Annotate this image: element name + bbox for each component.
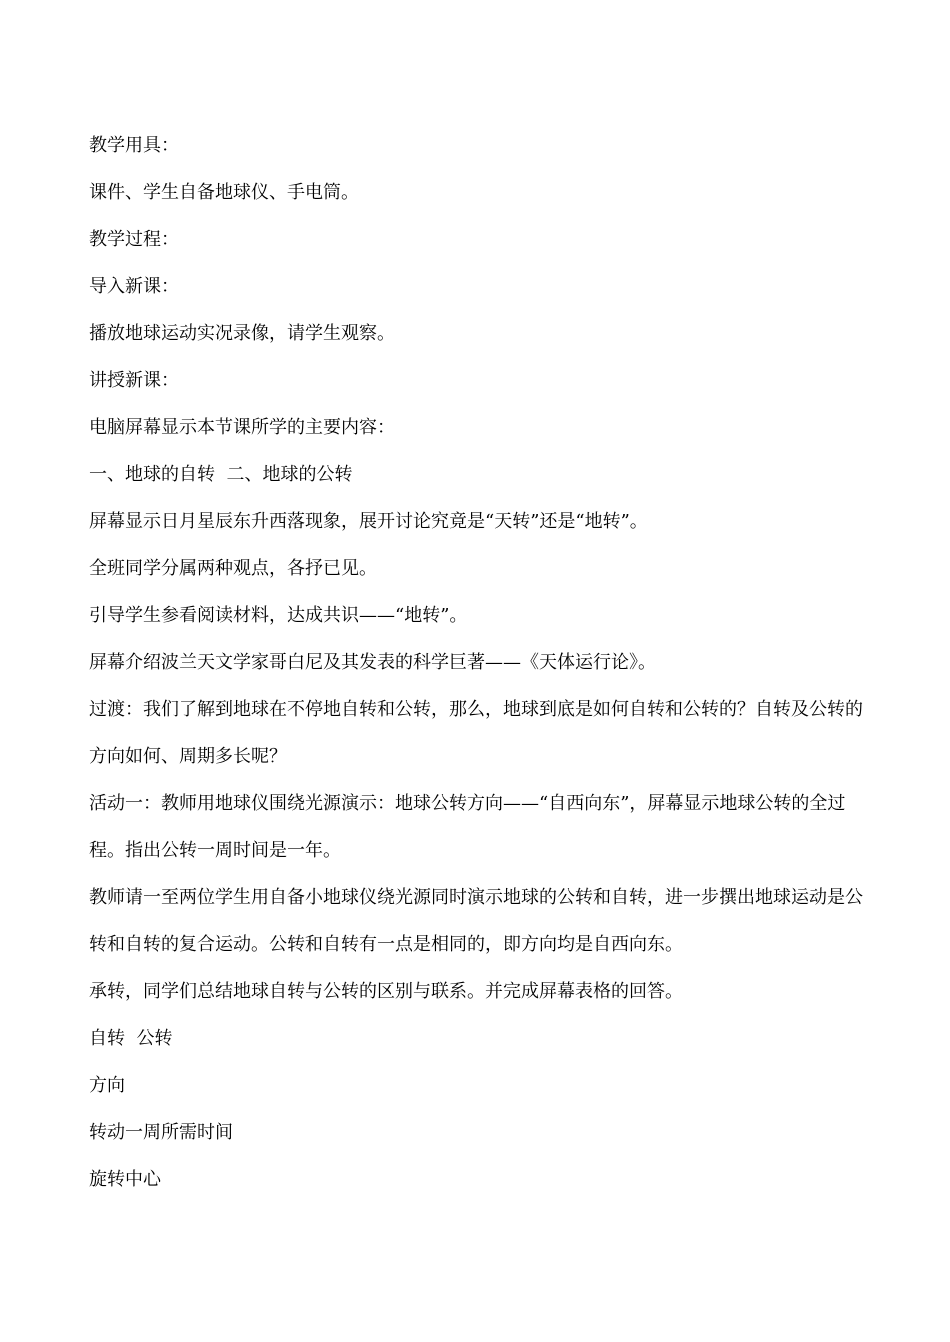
paragraph-teaching-process-heading: 教学过程： <box>89 229 179 250</box>
paragraph-lecture-heading: 讲授新课： <box>89 370 179 391</box>
paragraph-topics: 一、地球的自转 二、地球的公转 <box>89 464 353 485</box>
paragraph-viewpoints: 全班同学分属两种观点，各抒已见。 <box>89 558 377 579</box>
paragraph-intro: 播放地球运动实况录像，请学生观察。 <box>89 323 395 344</box>
paragraph-transition: 过渡：我们了解到地球在不停地自转和公转，那么，地球到底是如何自转和公转的？自转及公转的方向如何、周期多长呢？ <box>89 699 863 767</box>
paragraph-consensus: 引导学生参看阅读材料，达成共识——“地转”。 <box>89 605 468 626</box>
table-row-period: 转动一周所需时间 <box>89 1122 233 1143</box>
paragraph-teaching-tools: 课件、学生自备地球仪、手电筒。 <box>89 182 359 203</box>
paragraph-student-demo: 教师请一至两位学生用自备小地球仪绕光源同时演示地球的公转和自转，进一步撰出地球运动是公转和自转的复合运动。公转和自转有一点是相同的，即方向均是自西向东。 <box>89 887 863 955</box>
paragraph-discussion: 屏幕显示日月星辰东升西落现象，展开讨论究竟是“天转”还是“地转”。 <box>89 511 648 532</box>
document-body <box>89 122 864 1203</box>
paragraph-teaching-tools-heading: 教学用具： <box>89 135 179 156</box>
paragraph-screen-content: 电脑屏幕显示本节课所学的主要内容： <box>89 417 395 438</box>
paragraph-copernicus: 屏幕介绍波兰天文学家哥白尼及其发表的科学巨著——《天体运行论》。 <box>89 652 656 673</box>
paragraph-activity-one: 活动一：教师用地球仪围绕光源演示：地球公转方向——“自西向东”，屏幕显示地球公转的全过程。指出公转一周时间是一年。 <box>89 793 846 861</box>
table-row-direction: 方向 <box>89 1075 125 1096</box>
paragraph-intro-heading: 导入新课： <box>89 276 179 297</box>
table-row-center: 旋转中心 <box>89 1169 161 1190</box>
table-header-row: 自转 公转 <box>89 1028 173 1049</box>
paragraph-summary: 承转，同学们总结地球自转与公转的区别与联系。并完成屏幕表格的回答。 <box>89 981 683 1002</box>
